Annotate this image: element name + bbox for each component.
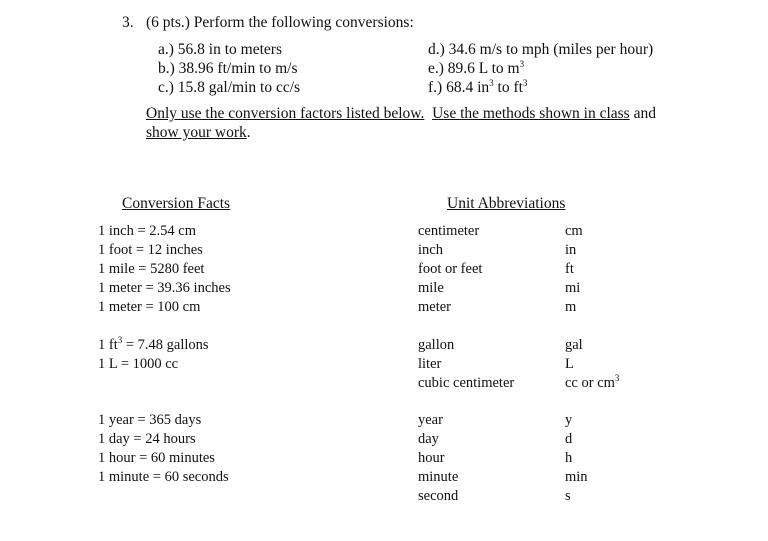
unit-abbr <box>565 374 619 393</box>
instruction-methods: Use the methods shown in class <box>432 105 630 122</box>
part-label: a.) <box>158 41 174 58</box>
unit-name: minute <box>418 469 459 485</box>
unit-abbr: gal <box>565 337 583 353</box>
fact-text: 1 ft <box>98 337 118 353</box>
unit-abbr: ft <box>565 261 574 277</box>
fact-item: 1 L = 1000 cc <box>98 356 179 372</box>
part-label: d.) <box>428 41 445 58</box>
fact-item: 1 foot = 12 inches <box>98 242 203 258</box>
unit-name: centimeter <box>418 223 480 239</box>
part-text: 89.6 L to m <box>447 60 520 77</box>
exponent: 3 <box>489 78 494 88</box>
unit-abbr: in <box>565 242 577 258</box>
instruction-and: and <box>629 105 656 122</box>
unit-abbr: s <box>565 488 571 504</box>
part-a <box>158 41 282 59</box>
unit-abbreviations-header: Unit Abbreviations <box>447 195 566 212</box>
exponent: 3 <box>117 335 123 345</box>
exponent: 3 <box>522 78 528 88</box>
fact-item: 1 inch = 2.54 cm <box>98 223 196 239</box>
part-f <box>428 79 527 97</box>
unit-name: inch <box>418 242 443 258</box>
exponent: 3 <box>519 59 525 69</box>
unit-abbr: mi <box>565 280 581 296</box>
part-text-pre: 68.4 in <box>446 79 490 96</box>
unit-abbr: d <box>565 431 573 447</box>
exponent: 3 <box>614 373 620 383</box>
instruction-end: . <box>246 124 251 141</box>
fact-item: 1 minute = 60 seconds <box>98 469 229 485</box>
fact-item: 1 hour = 60 minutes <box>98 450 215 466</box>
abbr-units-volume <box>418 336 514 393</box>
fact-item: 1 day = 24 hours <box>98 431 196 447</box>
part-label: e.) <box>428 60 444 77</box>
abbr-codes-length <box>565 222 583 317</box>
instructions-line-2 <box>146 124 251 142</box>
part-b <box>158 60 298 78</box>
fact-item: 1 mile = 5280 feet <box>98 261 205 277</box>
question-number: 3. <box>122 14 134 31</box>
unit-abbr: L <box>565 356 574 372</box>
part-text: 56.8 in to meters <box>177 41 282 58</box>
unit-abbr: min <box>565 469 588 485</box>
abbr-units-time <box>418 411 458 506</box>
part-label: f.) <box>428 79 443 96</box>
unit-name: liter <box>418 356 442 372</box>
question-prompt: (6 pts.) Perform the following conversions: <box>146 14 414 31</box>
abbr-codes-time <box>565 411 588 506</box>
fact-item: 1 meter = 39.36 inches <box>98 280 231 296</box>
part-e <box>428 60 524 78</box>
part-d <box>428 41 653 59</box>
fact-text: = 7.48 gallons <box>122 337 209 353</box>
unit-name: gallon <box>418 337 455 353</box>
instruction-factors: Only use the conversion factors listed below. <box>146 105 425 122</box>
part-c <box>158 79 300 97</box>
facts-group-volume <box>98 336 209 374</box>
unit-name: second <box>418 488 459 504</box>
fact-item: 1 year = 365 days <box>98 412 202 428</box>
facts-group-time <box>98 411 229 487</box>
unit-abbr: y <box>565 412 573 428</box>
unit-abbr: h <box>565 450 573 466</box>
fact-item: 1 meter = 100 cm <box>98 299 201 315</box>
unit-name: mile <box>418 280 444 296</box>
unit-name: cubic centimeter <box>418 375 515 391</box>
instruction-work: show your work <box>146 124 247 141</box>
unit-name: year <box>418 412 443 428</box>
part-text-mid: to ft <box>493 79 523 96</box>
part-text: 15.8 gal/min to cc/s <box>177 79 301 96</box>
unit-name: day <box>418 431 439 447</box>
part-text: 34.6 m/s to mph (miles per hour) <box>448 41 654 58</box>
conversion-facts-header: Conversion Facts <box>122 195 231 212</box>
part-label: c.) <box>158 79 174 96</box>
instructions-line-1 <box>146 105 656 123</box>
part-text: 38.96 ft/min to m/s <box>178 60 298 77</box>
fact-item <box>98 336 209 355</box>
unit-abbr-text: cc or cm <box>565 375 615 391</box>
facts-group-length <box>98 222 231 317</box>
unit-abbr: m <box>565 299 577 315</box>
unit-name: meter <box>418 299 452 315</box>
abbr-units-length <box>418 222 482 317</box>
unit-name: foot or feet <box>418 261 483 277</box>
unit-name: hour <box>418 450 445 466</box>
unit-abbr: cm <box>565 223 583 239</box>
abbr-codes-volume <box>565 336 619 393</box>
part-label: b.) <box>158 60 175 77</box>
